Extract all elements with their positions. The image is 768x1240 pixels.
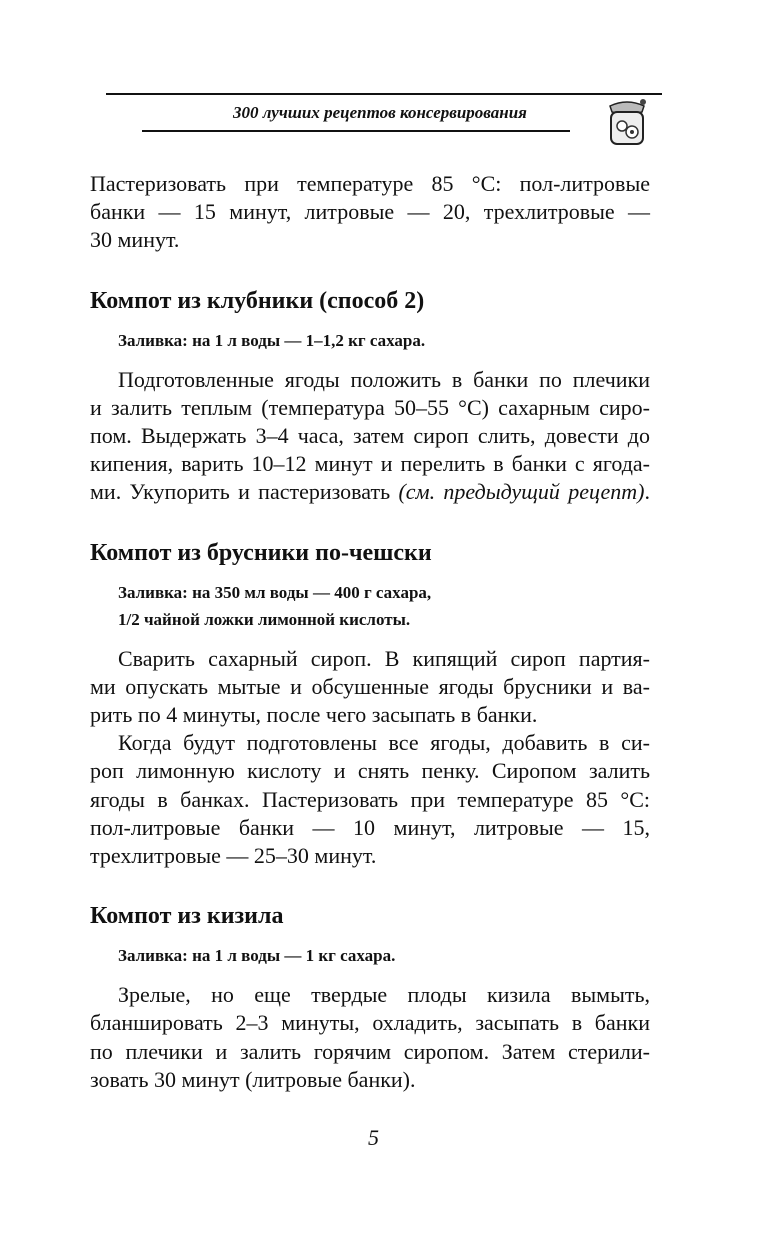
text-line: Подготовленные ягоды положить в банки по плечики [118,366,650,392]
text-run: ми. Укупорить и пастеризовать [90,479,399,505]
cross-reference: (см. предыдущий рецепт) [398,479,645,505]
text-line: ми опускать мытые и обсушенные ягоды брусники и ва- [90,673,650,699]
filling-note: Заливка: на 1 л воды — 1–1,2 кг сахара. [118,330,426,350]
text-line [90,478,650,506]
text-line: зовать 30 минут (литровые банки). [90,1066,416,1092]
text-line: 30 минут. [90,227,180,253]
intro-paragraph [90,170,650,255]
text-line: трехлитровые — 25–30 минут. [90,843,377,869]
header-top-rule [106,93,662,95]
filling-line: Заливка: на 350 мл воды — 400 г сахара, [118,582,432,602]
running-title: 300 лучших рецептов консервирования [233,103,527,122]
text-line: пол-литровые банки — 10 минут, литровые — 15, [90,814,650,840]
filling-note [90,579,650,633]
text-line: пом. Выдержать 3–4 часа, затем сироп слить, довести до [90,423,650,449]
section-title: Компот из кизила [90,903,284,930]
text-line: по плечики и залить горячим сиропом. Затем стерили- [90,1038,650,1064]
text-line: бланшировать 2–3 минуты, охладить, засыпать в банки [90,1010,650,1036]
text-line: Зрелые, но еще твердые плоды кизила вымыть, [118,982,650,1008]
text-line: банки — 15 минут, литровые — 20, трехлитровые — [90,199,650,225]
paragraph [90,645,650,730]
jar-icon [604,96,650,146]
page-body [90,170,650,1094]
section-title: Компот из брусники по-чешски [90,539,432,566]
paragraph [90,366,650,507]
section-title: Компот из клубники (способ 2) [90,287,425,314]
text-line: рить по 4 минуты, после чего засыпать в банки. [90,702,538,728]
paragraph [90,729,650,870]
filling-note: Заливка: на 1 л воды — 1 кг сахара. [118,946,396,966]
text-line: роп лимонную кислоту и снять пенку. Сиропом залить [90,758,650,784]
text-line: и залить теплым (температура 50–55 °С) сахарным сиро- [90,394,650,420]
header-bottom-rule [142,130,570,132]
text-line: Когда будут подготовлены все ягоды, добавить в си- [118,730,650,756]
filling-line: 1/2 чайной ложки лимонной кислоты. [118,609,411,629]
text-line: ягоды в банках. Пастеризовать при температуре 85 °С: [90,786,650,812]
text-line: Пастеризовать при температуре 85 °С: пол-литровые [90,171,650,196]
text-run: . [644,479,650,505]
text-line: Сварить сахарный сироп. В кипящий сироп партия- [118,645,650,671]
text-line: кипения, варить 10–12 минут и перелить в банки с ягода- [90,451,650,477]
page-number: 5 [368,1125,379,1150]
paragraph [90,981,650,1094]
